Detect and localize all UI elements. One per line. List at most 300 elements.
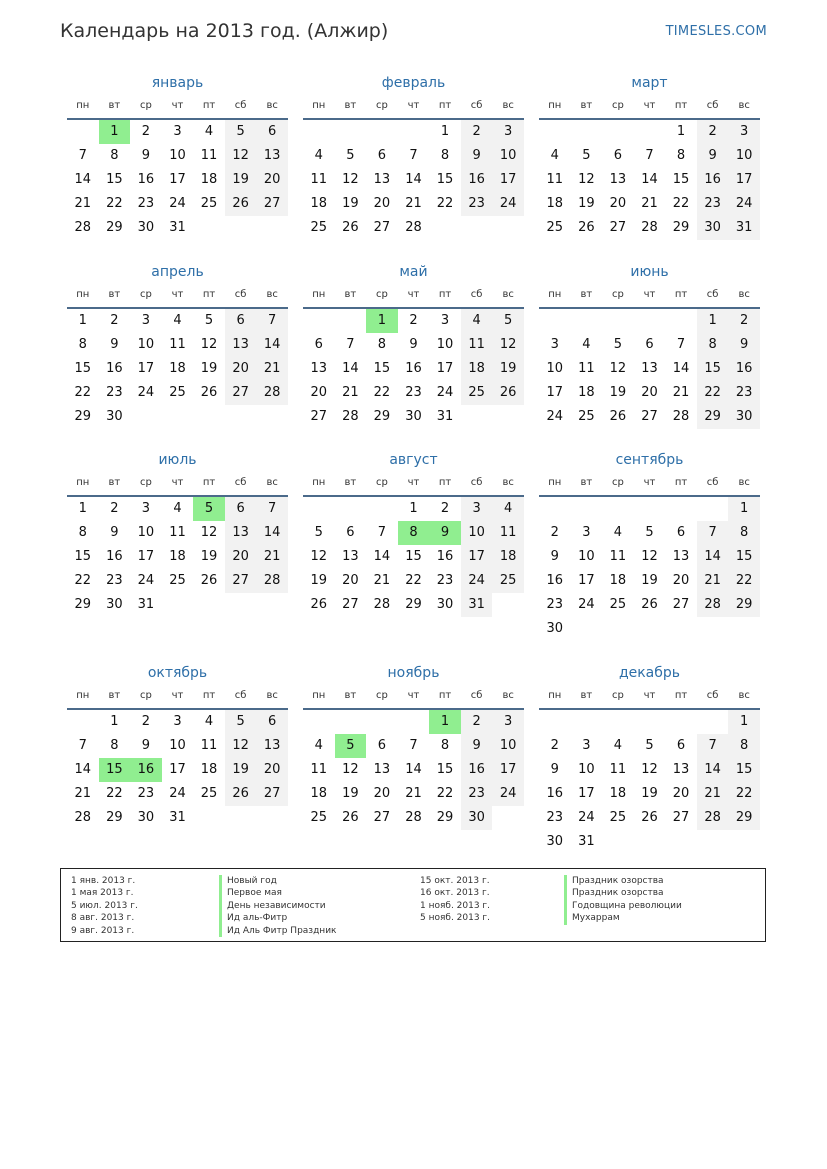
legend-name: День независимости [219,900,336,912]
day-cell: 17 [578,786,595,801]
day-cell: 14 [697,545,729,569]
day-cell: 21 [342,385,359,400]
legend-date: 15 окт. 2013 г. [420,876,490,886]
day-cell: 25 [461,381,493,405]
day-cell: 10 [436,337,454,352]
empty-cell [634,309,666,333]
day-cell: 18 [609,573,627,588]
day-cell: 12 [342,172,359,187]
day-cell: 30 [436,597,454,612]
day-cell: 3 [173,714,182,729]
day-cell: 29 [74,409,92,424]
day-cell: 5 [645,738,654,753]
weekday-label: вт [344,289,357,300]
weekday-label: пн [76,100,90,111]
day-cell: 18 [200,172,218,187]
day-cell: 31 [578,834,595,849]
day-cell: 3 [141,313,151,328]
day-cell: 14 [373,549,391,564]
day-cell: 14 [256,333,288,357]
days-grid [539,497,760,641]
day-cell: 29 [697,405,729,429]
day-cell: 19 [200,549,218,564]
empty-cell [193,216,225,240]
day-cell: 2 [440,501,450,516]
day-cell: 29 [405,597,422,612]
day-cell: 8 [110,738,119,753]
day-cell: 16 [436,549,454,564]
day-cell: 20 [310,385,328,400]
day-cell: 4 [314,148,323,163]
day-cell: 4 [461,309,493,333]
day-cell: 23 [137,786,155,801]
day-cell: 21 [641,196,658,211]
day-cell: 29 [436,810,454,825]
empty-cell [303,710,335,734]
weekday-header [539,94,760,120]
empty-cell [571,120,603,144]
day-cell: 20 [225,545,257,569]
day-cell: 13 [310,361,328,376]
day-cell: 25 [200,786,218,801]
empty-cell [492,806,524,830]
day-cell: 10 [492,144,524,168]
day-cell: 26 [492,381,524,405]
day-cell: 31 [169,220,186,235]
day-cell: 14 [74,762,92,777]
month-name: август [389,452,438,468]
day-cell: 7 [78,148,87,163]
day-cell: 21 [697,569,729,593]
weekday-label: вт [580,289,593,300]
empty-cell [492,405,524,429]
day-cell: 7 [377,525,387,540]
day-cell: 8 [78,337,87,352]
empty-cell [697,830,729,854]
day-cell: 16 [461,758,493,782]
day-cell: 20 [373,196,391,211]
day-cell: 14 [405,172,422,187]
day-cell: 3 [728,120,760,144]
day-cell: 20 [641,385,658,400]
day-cell: 28 [342,409,359,424]
day-cell: 21 [373,573,391,588]
weekday-label: чт [171,690,184,701]
weekday-label: пт [438,690,452,701]
empty-cell [665,710,697,734]
day-cell: 2 [697,120,729,144]
day-cell: 11 [609,549,627,564]
weekday-label: сб [706,289,719,300]
day-cell: 16 [106,549,123,564]
day-cell: 17 [728,168,760,192]
empty-cell [303,120,335,144]
day-cell: 3 [492,710,524,734]
day-cell: 22 [106,196,123,211]
day-cell: 10 [492,734,524,758]
day-cell: 6 [377,148,387,163]
empty-cell [335,309,367,333]
legend-date: 5 июл. 2013 г. [71,900,138,911]
day-cell: 6 [225,309,257,333]
day-cell: 13 [672,762,690,777]
day-cell: 1 [99,120,131,144]
day-cell: 21 [74,196,92,211]
weekday-label: вс [502,477,514,488]
day-cell: 28 [405,810,422,825]
day-cell: 7 [256,309,288,333]
day-cell: 24 [436,385,454,400]
weekday-label: чт [407,289,420,300]
weekday-label: ср [375,477,388,488]
day-cell: 21 [697,782,729,806]
day-cell: 10 [728,144,760,168]
day-cell: 20 [256,758,288,782]
day-cell: 4 [204,124,214,139]
day-cell: 22 [74,573,92,588]
day-cell: 2 [141,124,151,139]
day-cell: 22 [697,381,729,405]
day-cell: 30 [697,216,729,240]
day-cell: 18 [578,385,595,400]
day-cell: 6 [676,525,686,540]
legend-date: 9 авг. 2013 г. [71,925,135,936]
weekday-label: сб [470,690,483,701]
day-cell: 2 [461,710,493,734]
weekday-label: пн [548,477,562,488]
day-cell: 13 [342,549,359,564]
weekday-label: вт [344,690,357,701]
day-cell: 19 [578,196,595,211]
day-cell: 15 [672,172,690,187]
day-cell: 2 [550,738,559,753]
day-cell: 1 [409,501,418,516]
month-name: февраль [381,75,446,91]
day-cell: 15 [436,762,454,777]
weekday-label: сб [470,477,483,488]
day-cell: 24 [578,597,595,612]
day-cell: 30 [137,810,155,825]
empty-cell [539,497,571,521]
month-name: ноябрь [387,665,440,681]
day-cell: 17 [578,573,595,588]
month-name: декабрь [618,665,681,681]
days-grid [539,120,760,240]
day-cell: 5 [613,337,623,352]
day-cell: 17 [546,385,564,400]
empty-cell [335,710,367,734]
month-name: июль [158,452,197,468]
legend-name: Мухаррам [564,912,682,924]
day-cell: 19 [200,361,218,376]
weekday-label: пт [202,289,216,300]
day-cell: 30 [137,220,155,235]
day-cell: 5 [314,525,323,540]
day-cell: 31 [436,409,454,424]
weekday-label: пт [674,477,688,488]
day-cell: 14 [697,758,729,782]
day-cell: 3 [173,124,182,139]
weekday-label: вт [108,690,121,701]
legend-names-left [219,875,336,937]
day-cell: 21 [405,196,422,211]
day-cell: 13 [373,172,391,187]
day-cell: 1 [728,497,760,521]
empty-cell [256,806,288,830]
empty-cell [665,309,697,333]
day-cell: 10 [169,738,186,753]
day-cell: 1 [429,710,461,734]
day-cell: 28 [697,593,729,617]
empty-cell [697,497,729,521]
empty-cell [162,593,194,617]
day-cell: 9 [550,762,559,777]
day-cell: 10 [137,337,155,352]
day-cell: 13 [672,549,690,564]
day-cell: 17 [461,545,493,569]
month-block [67,72,288,240]
weekday-label: вт [580,690,593,701]
day-cell: 28 [672,409,690,424]
day-cell: 25 [546,220,564,235]
month-block [539,662,760,854]
day-cell: 12 [225,144,257,168]
day-cell: 19 [342,196,359,211]
day-cell: 27 [310,409,328,424]
day-cell: 20 [373,786,391,801]
day-cell: 7 [256,497,288,521]
weekday-label: ср [375,289,388,300]
empty-cell [665,497,697,521]
legend-dates-left [71,875,138,937]
weekday-label: пт [674,289,688,300]
weekday-label: сб [706,690,719,701]
day-cell: 27 [373,810,391,825]
day-cell: 5 [225,710,257,734]
weekday-label: чт [407,690,420,701]
day-cell: 11 [169,525,186,540]
empty-cell [539,120,571,144]
weekday-header [67,684,288,710]
weekday-label: пн [312,100,326,111]
day-cell: 3 [582,738,591,753]
day-cell: 6 [225,497,257,521]
day-cell: 18 [310,196,328,211]
empty-cell [602,710,634,734]
day-cell: 23 [546,597,564,612]
weekday-header [303,94,524,120]
day-cell: 10 [137,525,155,540]
day-cell: 13 [373,762,391,777]
day-cell: 11 [200,148,218,163]
day-cell: 7 [346,337,355,352]
weekday-label: вс [738,289,750,300]
day-cell: 3 [492,120,524,144]
day-cell: 15 [405,549,422,564]
weekday-label: вс [738,477,750,488]
weekday-label: вс [502,690,514,701]
day-cell: 8 [676,148,686,163]
day-cell: 9 [461,144,493,168]
days-grid [539,710,760,854]
legend-name: Первое мая [219,887,336,899]
empty-cell [728,617,760,641]
day-cell: 12 [200,337,218,352]
day-cell: 8 [728,734,760,758]
day-cell: 9 [110,337,119,352]
day-cell: 3 [550,337,559,352]
day-cell: 25 [310,220,328,235]
weekday-label: чт [643,690,656,701]
day-cell: 27 [342,597,359,612]
day-cell: 20 [256,168,288,192]
weekday-header [303,471,524,497]
month-name: сентябрь [615,452,684,468]
day-cell: 1 [440,124,450,139]
empty-cell [634,710,666,734]
month-block [67,449,288,617]
empty-cell [571,497,603,521]
day-cell: 17 [137,361,155,376]
day-cell: 1 [366,309,398,333]
legend-date: 1 нояб. 2013 г. [420,900,491,911]
day-cell: 18 [169,549,186,564]
day-cell: 16 [461,168,493,192]
day-cell: 13 [256,734,288,758]
weekday-label: вт [344,477,357,488]
day-cell: 26 [609,409,627,424]
day-cell: 21 [74,786,92,801]
empty-cell [256,593,288,617]
site-link[interactable]: TIMESLES.COM [665,24,767,39]
day-cell: 5 [346,148,355,163]
empty-cell [571,617,603,641]
days-grid [67,309,288,429]
day-cell: 18 [310,786,328,801]
day-cell: 16 [405,361,422,376]
weekday-label: ср [375,100,388,111]
day-cell: 16 [546,786,564,801]
day-cell: 29 [728,593,760,617]
day-cell: 15 [373,361,391,376]
day-cell: 14 [405,762,422,777]
day-cell: 3 [582,525,591,540]
day-cell: 27 [373,220,391,235]
day-cell: 4 [204,714,214,729]
day-cell: 30 [546,621,564,636]
day-cell: 14 [672,361,690,376]
weekday-label: пт [438,477,452,488]
legend-date: 1 янв. 2013 г. [71,876,136,886]
day-cell: 15 [74,549,92,564]
empty-cell [335,497,367,521]
day-cell: 15 [99,758,131,782]
day-cell: 31 [728,216,760,240]
day-cell: 20 [672,786,690,801]
day-cell: 23 [546,810,564,825]
month-name: январь [151,75,204,91]
day-cell: 14 [641,172,658,187]
weekday-label: вс [266,289,278,300]
legend-name: Праздник озорства [564,887,682,899]
day-cell: 11 [169,337,186,352]
day-cell: 6 [256,120,288,144]
days-grid [67,710,288,830]
day-cell: 25 [609,810,627,825]
day-cell: 23 [697,192,729,216]
day-cell: 27 [225,381,257,405]
day-cell: 8 [728,521,760,545]
day-cell: 31 [461,593,493,617]
day-cell: 2 [409,313,418,328]
day-cell: 7 [409,738,418,753]
day-cell: 24 [137,573,155,588]
day-cell: 5 [492,309,524,333]
days-grid [67,497,288,617]
day-cell: 8 [78,525,87,540]
day-cell: 26 [200,573,218,588]
day-cell: 25 [169,385,186,400]
weekday-label: сб [470,289,483,300]
days-grid [303,497,524,617]
day-cell: 26 [578,220,595,235]
weekday-header [67,94,288,120]
day-cell: 22 [436,786,454,801]
day-cell: 22 [74,385,92,400]
day-cell: 30 [546,834,564,849]
day-cell: 21 [256,545,288,569]
day-cell: 29 [106,810,123,825]
legend-date: 1 мая 2013 г. [71,888,134,899]
day-cell: 22 [436,196,454,211]
day-cell: 6 [346,525,355,540]
day-cell: 20 [225,357,257,381]
weekday-label: вт [580,477,593,488]
weekday-label: пт [438,100,452,111]
day-cell: 8 [440,148,450,163]
days-grid [303,120,524,240]
weekday-label: ср [611,100,624,111]
weekday-label: ср [611,289,624,300]
weekday-label: чт [171,289,184,300]
day-cell: 27 [672,810,690,825]
day-cell: 17 [169,172,186,187]
empty-cell [398,120,430,144]
day-cell: 12 [342,762,359,777]
day-cell: 2 [550,525,559,540]
empty-cell [429,216,461,240]
day-cell: 2 [461,120,493,144]
empty-cell [256,216,288,240]
empty-cell [461,405,493,429]
legend-date: 16 окт. 2013 г. [420,888,490,899]
holiday-legend [60,868,766,942]
day-cell: 18 [609,786,627,801]
month-block [67,662,288,830]
day-cell: 5 [582,148,591,163]
empty-cell [602,617,634,641]
legend-date: 5 нояб. 2013 г. [420,913,491,924]
weekday-label: вт [108,289,121,300]
day-cell: 28 [256,569,288,593]
day-cell: 23 [405,385,422,400]
day-cell: 4 [314,738,323,753]
day-cell: 15 [106,172,123,187]
day-cell: 7 [676,337,686,352]
day-cell: 18 [461,357,493,381]
day-cell: 15 [436,172,454,187]
day-cell: 5 [645,525,654,540]
